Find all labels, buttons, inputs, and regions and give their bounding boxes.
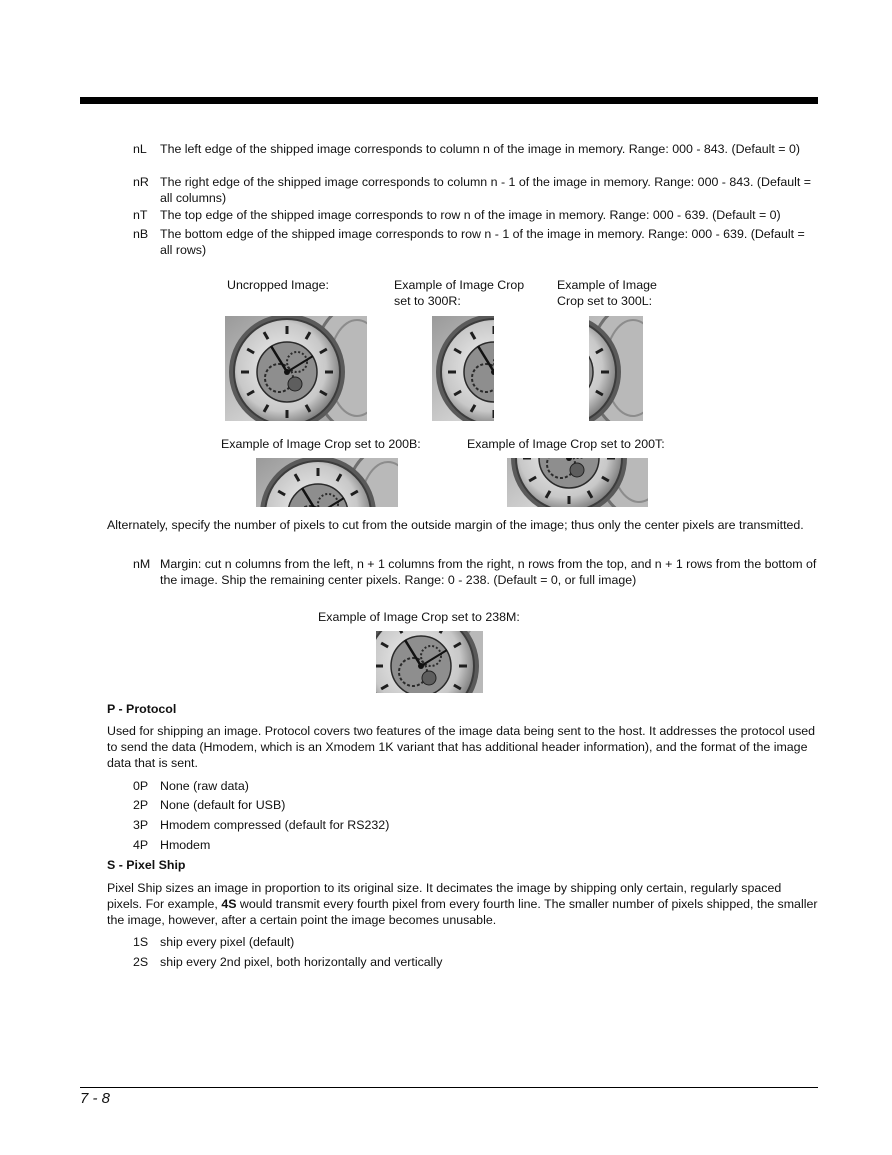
pixel-ship-description [107, 880, 819, 928]
option-code: 1S [133, 935, 149, 949]
caption-crop-200t: Example of Image Crop set to 200T: [467, 437, 665, 451]
crop-200t-image [507, 458, 648, 507]
caption-crop-238m: Example of Image Crop set to 238M: [318, 610, 520, 624]
param-code: nB [133, 227, 149, 241]
caption-uncropped: Uncropped Image: [227, 278, 329, 292]
option-description: ship every 2nd pixel, both horizontally and vertically [160, 955, 443, 969]
param-description: Margin: cut n columns from the left, n + 1 columns from the right, n rows from the top, and n + 1 rows from the bottom of the image. Ship the remaining center pixels. Range: 0 - 238. (Default = 0, or full image) [160, 557, 817, 587]
param-description: The right edge of the shipped image corresponds to column n - 1 of the image in memory. Range: 000 - 843. (Default = all columns) [160, 175, 811, 205]
description-emphasis: 4S [221, 897, 237, 911]
pixel-ship-heading: S - Pixel Ship [107, 858, 186, 872]
crop-300l-image [589, 316, 643, 421]
option-code: 2S [133, 955, 149, 969]
option-description: ship every pixel (default) [160, 935, 295, 949]
option-description: Hmodem compressed (default for RS232) [160, 818, 390, 832]
option-description: Hmodem [160, 838, 211, 852]
margin-intro: Alternately, specify the number of pixels to cut from the outside margin of the image; thus only the center pixels are transmitted. [107, 518, 804, 532]
option-code: 3P [133, 818, 149, 832]
header-rule [80, 97, 818, 104]
page-number: 7 - 8 [80, 1090, 111, 1107]
param-code: nM [133, 557, 151, 571]
crop-238m-image [376, 631, 483, 693]
crop-300r-image [432, 316, 494, 421]
option-description: None (default for USB) [160, 798, 286, 812]
option-code: 2P [133, 798, 149, 812]
param-description: The top edge of the shipped image corresponds to row n of the image in memory. Range: 000 - 639. (Default = 0) [160, 208, 781, 222]
option-code: 4P [133, 838, 149, 852]
protocol-description: Used for shipping an image. Protocol covers two features of the image data being sent to the host. It addresses the protocol used to send the data (Hmodem, which is an Xmodem 1K variant that has additional header information), and the format of the image data that is sent. [107, 724, 816, 770]
description-text: would transmit every fourth pixel from every fourth line. The smaller number of pixels shipped, the smaller the image, however, after a certain point the image becomes unusable. [107, 897, 818, 927]
param-code: nL [133, 142, 147, 156]
param-description: The left edge of the shipped image corresponds to column n of the image in memory. Range: 000 - 843. (Default = 0) [160, 142, 800, 156]
caption-crop-300l: Example of Image Crop set to 300L: [557, 278, 657, 308]
option-code: 0P [133, 779, 149, 793]
param-code: nR [133, 175, 149, 189]
protocol-heading: P - Protocol [107, 702, 177, 716]
param-description: The bottom edge of the shipped image corresponds to row n - 1 of the image in memory. Range: 000 - 639. (Default = all rows) [160, 227, 805, 257]
footer-rule [80, 1087, 818, 1088]
caption-crop-300r: Example of Image Crop set to 300R: [394, 278, 525, 308]
caption-crop-200b: Example of Image Crop set to 200B: [221, 437, 421, 451]
uncropped-image [225, 316, 367, 421]
description-text: Pixel Ship sizes an image in proportion to its original size. It decimates the image by shipping only certain, regularly spaced pixels. For example, [107, 881, 782, 911]
param-code: nT [133, 208, 148, 222]
option-description: None (raw data) [160, 779, 249, 793]
crop-200b-image [256, 458, 398, 507]
